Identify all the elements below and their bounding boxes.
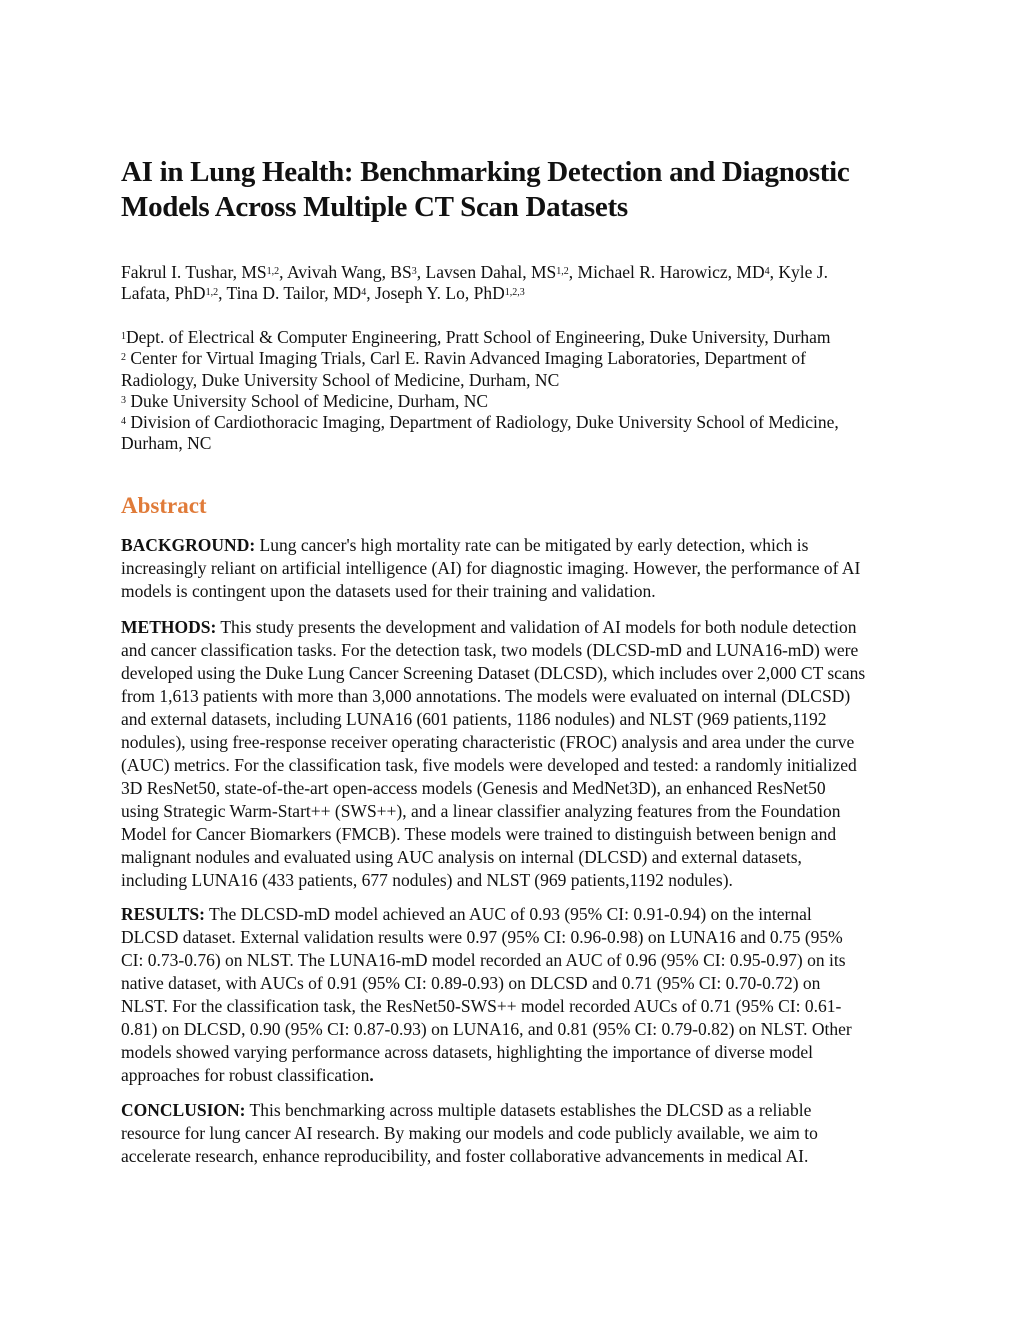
affiliation-number: 3: [121, 394, 126, 406]
abstract-line: [121, 972, 852, 995]
abstract-line: [121, 754, 865, 777]
abstract-line: [121, 685, 865, 708]
abstract-line: [121, 708, 865, 731]
abstract-text: The DLCSD-mD model achieved an AUC of 0.93 (95% CI: 0.91-0.94) on the internal: [204, 904, 812, 924]
title-line: AI in Lung Health: Benchmarking Detection and Diagnostic: [121, 156, 850, 188]
author-separator: ,: [366, 283, 375, 303]
abstract-text: 3D ResNet50, state-of-the-art open-access models (Genesis and MedNet3D), an enhanced ResNet50: [121, 778, 826, 798]
abstract-text: resource for lung cancer AI research. By making our models and code publicly available, we aim to: [121, 1123, 818, 1143]
author-name: Michael R. Harowicz, MD: [577, 262, 765, 282]
abstract-line: [121, 926, 852, 949]
abstract-text: nodules), using free-response receiver operating characteristic (FROC) analysis and area under the curve: [121, 732, 855, 752]
abstract-text: accelerate research, enhance reproducibility, and foster collaborative advancements in medical AI.: [121, 1146, 809, 1166]
affiliation-line: [121, 433, 839, 454]
abstract-text: This study presents the development and validation of AI models for both nodule detection: [216, 617, 857, 637]
author-separator: ,: [279, 262, 287, 282]
affiliation-number: 2: [121, 352, 126, 364]
abstract-line: [121, 995, 852, 1018]
author-name: Lavsen Dahal, MS: [425, 262, 557, 282]
affiliation-text: Center for Virtual Imaging Trials, Carl E. Ravin Advanced Imaging Laboratories, Department of: [126, 348, 806, 369]
abstract-text: from 1,613 patients with more than 3,000 annotations. The models were evaluated on internal (DLCSD): [121, 686, 851, 706]
abstract-line: [121, 1064, 852, 1087]
author-name: Fakrul I. Tushar, MS: [121, 262, 267, 282]
abstract-line: [121, 1145, 818, 1168]
abstract-text: increasingly reliant on artificial intelligence (AI) for diagnostic imaging. However, the performance of AI: [121, 558, 861, 578]
author-line: [121, 283, 828, 304]
affiliation-text: Radiology, Duke University School of Medicine, Durham, NC: [121, 369, 560, 390]
abstract-line: [121, 731, 865, 754]
abstract-conclusion: [121, 1099, 818, 1168]
abstract-end: .: [369, 1065, 374, 1085]
abstract-text: including LUNA16 (433 patients, 677 nodules) and NLST (969 patients,1192 nodules).: [121, 870, 733, 890]
author-affiliation-sup: 1,2: [205, 287, 219, 298]
abstract-line: [121, 823, 865, 846]
affiliation-line: [121, 327, 839, 348]
abstract-line: [121, 869, 865, 892]
abstract-text: NLST. For the classification task, the ResNet50-SWS++ model recorded AUCs of 0.71 (95% CI: 0.61-: [121, 996, 842, 1016]
author-name: Joseph Y. Lo, PhD: [374, 283, 505, 303]
abstract-text: using Strategic Warm-Start++ (SWS++), and a linear classifier analyzing features from the Foundation: [121, 801, 841, 821]
abstract-line: [121, 1122, 818, 1145]
abstract-text: This benchmarking across multiple datasets establishes the DLCSD as a reliable: [245, 1100, 812, 1120]
section-label: BACKGROUND:: [121, 535, 256, 555]
abstract-line: [121, 1018, 852, 1041]
abstract-line: [121, 557, 860, 580]
author-name: Tina D. Tailor, MD: [226, 283, 362, 303]
affiliation-line: [121, 370, 839, 391]
author-separator: , Kyle J.: [769, 262, 828, 282]
affiliations: [121, 327, 839, 455]
affiliation-text: Dept. of Electrical & Computer Engineering, Pratt School of Engineering, Duke University, Durham: [126, 327, 831, 347]
abstract-line: [121, 662, 865, 685]
abstract-line: [121, 616, 865, 639]
affiliation-line: [121, 348, 839, 369]
author-line: [121, 262, 828, 283]
abstract-line: [121, 800, 865, 823]
abstract-text: and external datasets, including LUNA16 (601 patients, 1186 nodules) and NLST (969 patients,1192: [121, 709, 827, 729]
author-affiliation-sup: 4: [764, 266, 770, 277]
abstract-line: [121, 1041, 852, 1064]
abstract-text: native dataset, with AUCs of 0.91 (95% CI: 0.89-0.93) on DLCSD and 0.71 (95% CI: 0.70-0.72) on: [121, 973, 821, 993]
affiliation-number: 1: [121, 331, 126, 342]
abstract-line: [121, 1099, 818, 1122]
abstract-line: [121, 639, 865, 662]
author-separator: ,: [416, 262, 426, 282]
author-separator: ,: [568, 262, 578, 282]
affiliation-text: Durham, NC: [121, 433, 212, 454]
paper-title: [121, 155, 849, 225]
abstract-background: [121, 534, 860, 603]
affiliation-text: Duke University School of Medicine, Durham, NC: [126, 390, 489, 411]
abstract-text: Lung cancer's high mortality rate can be mitigated by early detection, which is: [255, 535, 809, 555]
author-affiliation-sup: 4: [361, 287, 367, 298]
abstract-text: (AUC) metrics. For the classification task, five models were developed and tested: a randomly initialized: [121, 755, 857, 775]
author-affiliation-sup: 3: [411, 266, 417, 277]
abstract-line: [121, 580, 860, 603]
abstract-text: CI: 0.73-0.76) on NLST. The LUNA16-mD model recorded an AUC of 0.96 (95% CI: 0.95-0.97) on its: [121, 950, 846, 970]
abstract-text: and cancer classification tasks. For the detection task, two models (DLCSD-mD and LUNA16-mD) were: [121, 640, 859, 660]
title-line: Models Across Multiple CT Scan Datasets: [121, 191, 628, 223]
abstract-methods: [121, 616, 865, 892]
abstract-line: [121, 777, 865, 800]
abstract-text: models showed varying performance across datasets, highlighting the importance of diverse model: [121, 1042, 814, 1062]
abstract-text: malignant nodules and evaluated using AUC analysis on internal (DLCSD) and external datasets,: [121, 847, 802, 867]
abstract-line: [121, 903, 852, 926]
author-list: [121, 262, 828, 304]
abstract-text: 0.81) on DLCSD, 0.90 (95% CI: 0.87-0.93) on LUNA16, and 0.81 (95% CI: 0.79-0.82) on NLST. Other: [121, 1019, 852, 1039]
affiliation-line: [121, 412, 839, 433]
author-affiliation-sup: 1,2: [266, 266, 280, 277]
affiliation-number: 4: [121, 416, 126, 428]
section-label: RESULTS:: [121, 904, 205, 924]
abstract-line: [121, 846, 865, 869]
abstract-text: DLCSD dataset. External validation results were 0.97 (95% CI: 0.96-0.98) on LUNA16 and 0.75 (95%: [121, 927, 843, 947]
affiliation-line: [121, 391, 839, 412]
abstract-line: [121, 949, 852, 972]
abstract-results: [121, 903, 852, 1087]
section-label: METHODS:: [121, 617, 217, 637]
abstract-text: models is contingent upon the datasets used for their training and validation.: [121, 581, 656, 601]
abstract-text: Model for Cancer Biomarkers (FMCB). These models were trained to distinguish between benign and: [121, 824, 837, 844]
author-name: Lafata, PhD: [121, 283, 206, 303]
abstract-text: developed using the Duke Lung Cancer Screening Dataset (DLCSD), which includes over 2,000 CT scans: [121, 663, 866, 683]
author-affiliation-sup: 1,2,3: [504, 287, 525, 298]
author-affiliation-sup: 1,2: [556, 266, 569, 277]
author-name: Avivah Wang, BS: [286, 262, 412, 282]
author-separator: ,: [218, 283, 227, 303]
abstract-heading: Abstract: [121, 493, 207, 518]
affiliation-text: Division of Cardiothoracic Imaging, Department of Radiology, Duke University School of Medicine,: [126, 412, 839, 433]
section-label: CONCLUSION:: [121, 1100, 246, 1120]
abstract-text: approaches for robust classification: [121, 1065, 370, 1085]
abstract-line: [121, 534, 860, 557]
